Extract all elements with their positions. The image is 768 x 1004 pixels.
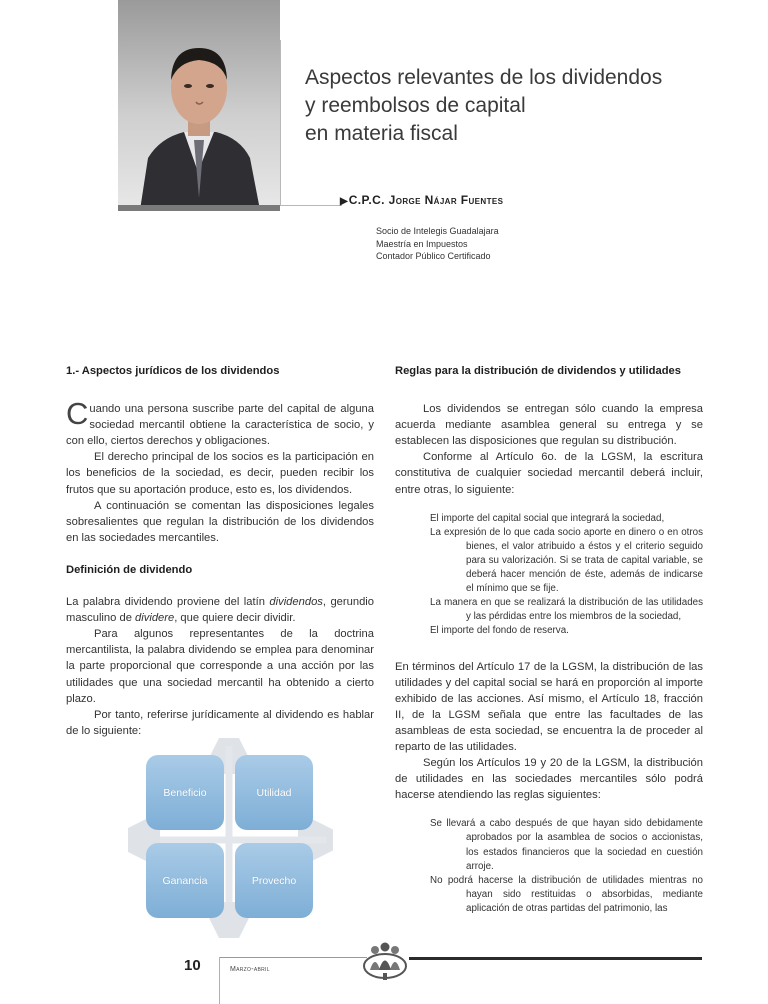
section-heading: Reglas para la distribución de dividendos y utilidades [395, 365, 681, 377]
paragraph: Según los Artículos 19 y 20 de la LGSM, la distribución de utilidades en las sociedades mercantiles sólo podrá hacerse atendiendo las reglas siguientes: [395, 757, 703, 802]
list-item: La expresión de lo que cada socio aporte en dinero o en otros bienes, el valor atribuido a éstos y el criterio seguido para su valorización. Si se trata de capital variable, se deberá hacer mención de éste, además de indicarse el mínimo que se fije. [430, 526, 703, 595]
text-run: , que quiere decir dividir. [174, 612, 296, 625]
paragraph: Por tanto, referirse jurídicamente al dividendo es hablar de lo siguiente: [66, 708, 374, 737]
bylaws-requirements-list [395, 512, 703, 639]
paragraph-text: uando una persona suscribe parte del capital de alguna sociedad mercantil obtiene la característica de socio, y con ello, ciertos derechos y obligaciones. [66, 403, 374, 448]
photo-base-bar [118, 205, 280, 211]
page-number: 10 [184, 957, 201, 974]
author-byline [340, 193, 503, 207]
distribution-rules-list [395, 817, 703, 916]
quadrant-label: Beneficio [163, 786, 207, 799]
author-photo [118, 0, 280, 210]
quadrant-utilidad [235, 755, 313, 830]
title-line: Aspectos relevantes de los dividendos [305, 66, 663, 89]
paragraph: Los dividendos se entregan sólo cuando la empresa acuerda mediante asamblea general su entrega y se establecen las disposiciones que regulan su distribución. [395, 403, 703, 448]
footer-divider-vertical [219, 957, 220, 1004]
list-item: El importe del fondo de reserva. [430, 625, 569, 637]
paragraph: El derecho principal de los socios es la participación en los beneficios de la sociedad, es decir, pueden recibir los frutos que su aportación produce, esto es, los dividendos. [66, 451, 374, 496]
paragraph: Conforme al Artículo 6o. de la LGSM, la escritura constitutiva de cualquier sociedad mercantil deberá incluir, entre otras, lo siguiente: [395, 451, 703, 496]
title-line: y reembolsos de capital [305, 94, 526, 117]
issue-date: Marzo-abril [230, 966, 270, 973]
quadrant-label: Ganancia [162, 874, 208, 887]
quadrant-label: Provecho [251, 874, 297, 887]
paragraph: Para algunos representantes de la doctrina mercantilista, la palabra dividendo se emplea para denominar la parte proporcional que corresponde a una acción por las utilidades que una sociedad mercantil ha obtenido a cierto plazo. [66, 628, 374, 705]
right-column [395, 363, 703, 916]
triangle-right-icon: ▶ [340, 196, 348, 207]
author-credentials [376, 225, 499, 263]
footer-rule [220, 957, 367, 958]
italic-term: dividendos [269, 596, 323, 609]
author-name: C.P.C. Jorge Nájar Fuentes [348, 193, 504, 207]
section-heading: 1.- Aspectos jurídicos de los dividendos [66, 365, 280, 377]
quadrant-label: Utilidad [256, 786, 292, 799]
list-item: Se llevará a cabo después de que hayan sido debidamente aprobados por la asamblea de socios o accionistas, los estados financieros que la sociedad en cuestión arroje. [430, 818, 703, 872]
paragraph [66, 396, 374, 449]
paragraph: En términos del Artículo 17 de la LGSM, la distribución de las utilidades y del capital social se hará en proporción al importe exhibido de las acciones. Así mismo, el Artículo 18, fracción II, de la LGSM señala que entre las facultades de las asambleas de esta sociedad, se encuentra la de proceder al reparto de las utilidades. [395, 660, 703, 753]
credential-line: Socio de Intelegis Guadalajara [376, 226, 499, 236]
drop-cap: C [66, 396, 89, 432]
list-item: No podrá hacerse la distribución de utilidades mientras no hayan sido restituidas o absorbidas, mediante aplicación de otras partidas del patrimonio, las [430, 874, 703, 914]
quadrant-beneficio [146, 755, 224, 830]
credential-line: Maestría en Impuestos [376, 238, 468, 249]
credential-line: Contador Público Certificado [376, 251, 491, 261]
quadrant-provecho [235, 843, 313, 918]
article-title [305, 64, 725, 148]
italic-term: dividere [135, 612, 175, 625]
dividend-quadrant-diagram [128, 738, 333, 938]
quadrant-ganancia [146, 843, 224, 918]
list-item: La manera en que se realizará la distribución de las utilidades y las pérdidas entre los miembros de la sociedad, [430, 597, 703, 623]
text-run: , gerundio masculino de [66, 596, 374, 625]
paragraph: A continuación se comentan las disposiciones legales sobresalientes que regulan la distribución de los dividendos en las sociedades mercantiles. [66, 499, 374, 544]
header-divider [280, 40, 281, 206]
footer-rule-bold [409, 957, 702, 960]
header-divider-bottom [280, 205, 342, 206]
title-line: en materia fiscal [305, 122, 458, 145]
left-column [66, 363, 374, 739]
list-item: El importe del capital social que integrará la sociedad, [430, 512, 665, 524]
paragraph [66, 594, 374, 626]
publisher-logo-icon [361, 940, 409, 982]
section-heading: Definición de dividendo [66, 563, 193, 576]
text-run: La palabra dividendo proviene del latín [66, 596, 270, 609]
